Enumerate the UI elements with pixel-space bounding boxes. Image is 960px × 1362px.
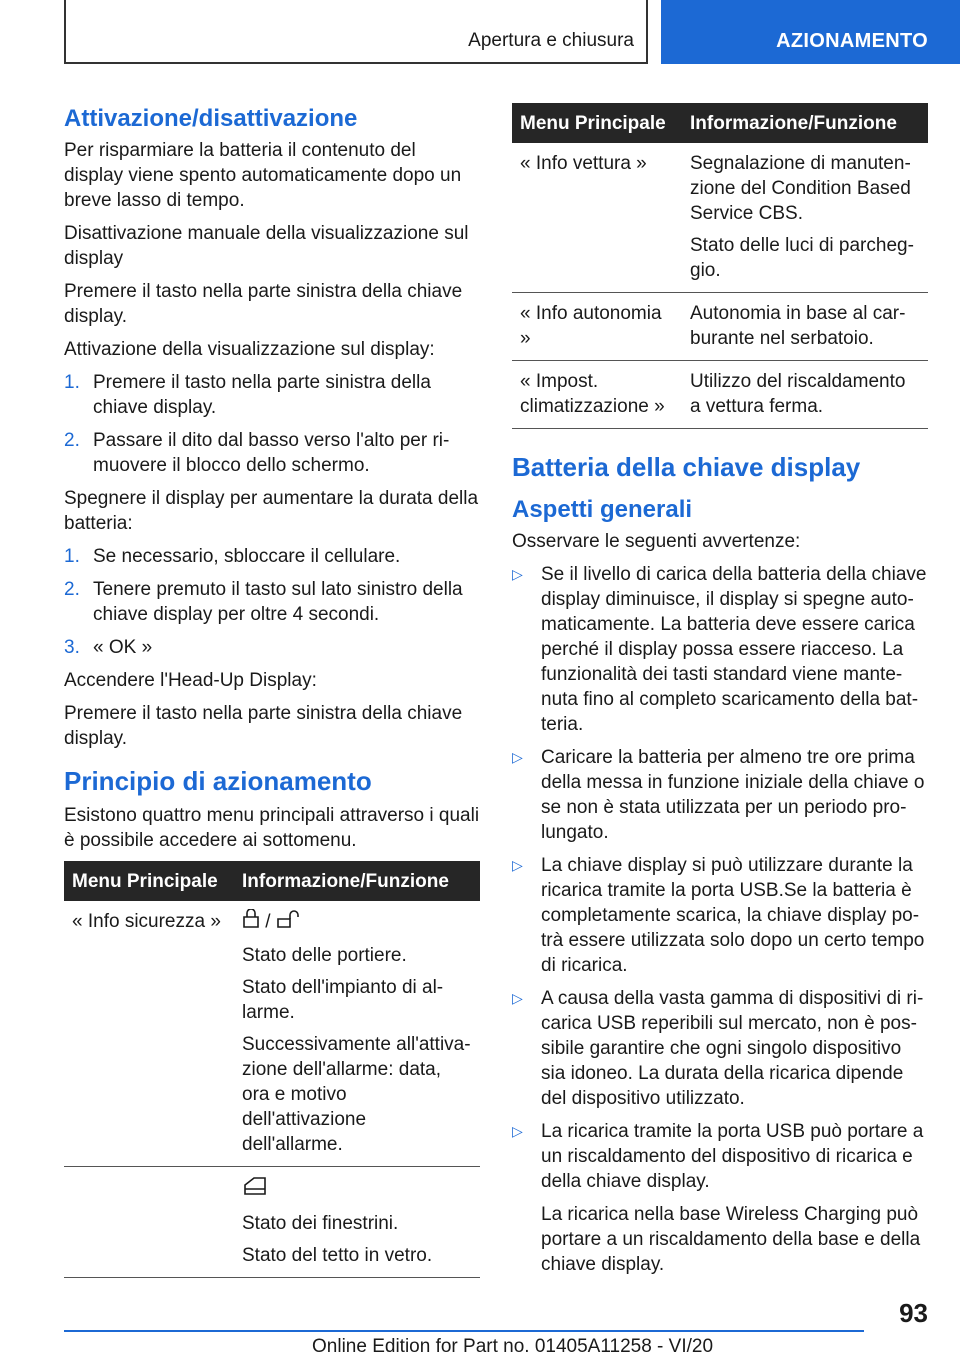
list-text: A causa della vasta gamma di dispositivi di ricarica USB reperibili sul mercato, non è possibile garantire che ogni singolo dispositivo sia idoneo. La durata della ricarica dipende del dispositivo utilizzato. bbox=[541, 988, 924, 1109]
table-cell-menu: « Info autonomia » bbox=[512, 293, 682, 361]
list-number: 2. bbox=[64, 579, 80, 600]
list-item bbox=[64, 577, 480, 627]
triangle-bullet-icon: ▷ bbox=[512, 749, 523, 765]
list-item bbox=[64, 370, 480, 420]
menu-table-left bbox=[64, 861, 480, 1278]
table-cell-menu: « Info sicurezza » bbox=[64, 901, 234, 1167]
paragraph: Spegnere il display per aumentare la durata della batteria: bbox=[64, 488, 479, 534]
heading-battery: Batteria della chiave display bbox=[512, 452, 861, 482]
function-line: Segnalazione di manutenzione del Condition Based Service CBS. bbox=[690, 153, 911, 224]
list-item bbox=[512, 1119, 928, 1194]
paragraph: Premere il tasto nella parte sinistra della chiave display. bbox=[64, 281, 463, 327]
function-line: Successivamente all'attivazione dell'allarme: data, ora e motivo dell'attivazione dell'allarme. bbox=[242, 1034, 471, 1155]
list-text: Premere il tasto nella parte sinistra della chiave display. bbox=[93, 372, 431, 418]
list-item bbox=[64, 428, 480, 478]
list-number: 2. bbox=[64, 430, 80, 451]
list-text: « OK » bbox=[93, 637, 153, 658]
list-number: 1. bbox=[64, 372, 80, 393]
list-number: 1. bbox=[64, 546, 80, 567]
list-sub-paragraph: La ricarica nella base Wireless Charging può portare a un riscaldamento della base e della chiave display. bbox=[541, 1204, 921, 1275]
paragraph: Premere il tasto nella parte sinistra della chiave display. bbox=[64, 703, 463, 749]
table-cell-function bbox=[682, 143, 928, 293]
list-item bbox=[64, 544, 480, 569]
list-text: Se necessario, sbloccare il cellulare. bbox=[93, 546, 401, 567]
icon-separator: / bbox=[265, 911, 271, 933]
triangle-bullet-icon: ▷ bbox=[512, 566, 523, 582]
list-item bbox=[512, 986, 928, 1111]
footer-divider bbox=[64, 1330, 864, 1332]
paragraph: Attivazione della visualizzazione sul display: bbox=[64, 339, 435, 360]
door-unlocked-icon bbox=[276, 909, 302, 936]
table-row bbox=[64, 901, 480, 1167]
list-text: Se il livello di carica della batteria della chiave display diminuisce, il display si spegne automaticamente. La batteria deve essere carica perché il display possa essere riacceso. La funzionalità dei tasti standard viene mantenuta fino al completo scaricamento della batteria. bbox=[541, 564, 927, 735]
page-number: 93 bbox=[899, 1298, 928, 1328]
table-cell-function bbox=[234, 1167, 480, 1278]
function-line: Autonomia in base al carburante nel serbatoio. bbox=[690, 303, 906, 349]
header-section-box bbox=[64, 0, 648, 64]
triangle-bullet-icon: ▷ bbox=[512, 857, 523, 873]
list-item bbox=[512, 853, 928, 978]
paragraph: Esistono quattro menu principali attraverso i quali è possibile accedere ai sottomenu. bbox=[64, 805, 480, 851]
bullet-list-battery bbox=[512, 562, 928, 1277]
door-locked-icon bbox=[242, 909, 260, 936]
paragraph: Osservare le seguenti avvertenze: bbox=[512, 531, 801, 552]
paragraph: Accendere l'Head-Up Display: bbox=[64, 670, 317, 691]
header-chapter-box bbox=[661, 0, 960, 64]
window-icon bbox=[242, 1175, 268, 1204]
paragraph: Disattivazione manuale della visualizzazione sul display bbox=[64, 223, 469, 269]
list-text: La ricarica tramite la porta USB può portare a un riscaldamento del dispositivo di ricarica e della chiave display. bbox=[541, 1121, 924, 1192]
table-cell-menu: « Impost. climatizzazione » bbox=[512, 361, 682, 429]
table-row bbox=[64, 1167, 480, 1278]
header-section-title: Apertura e chiusura bbox=[468, 30, 634, 51]
heading-principle: Principio di azionamento bbox=[64, 766, 372, 796]
list-text: Caricare la batteria per almeno tre ore prima della messa in funzione iniziale della chiave o se non è stata utilizzata per un periodo prolungato. bbox=[541, 747, 925, 843]
list-item bbox=[64, 635, 480, 660]
function-line: Stato dell'impianto di allarme. bbox=[242, 977, 444, 1023]
table-cell-function bbox=[682, 293, 928, 361]
list-number: 3. bbox=[64, 637, 80, 658]
table-cell-menu bbox=[64, 1167, 234, 1278]
list-text: Tenere premuto il tasto sul lato sinistro della chiave display per oltre 4 secondi. bbox=[93, 579, 463, 625]
function-line: Stato delle luci di parcheggio. bbox=[690, 235, 914, 281]
table-header-menu: Menu Principale bbox=[64, 861, 234, 901]
menu-table-right bbox=[512, 103, 928, 429]
footer-edition: Online Edition for Part no. 01405A11258 - VI/20 bbox=[312, 1336, 714, 1357]
right-column bbox=[512, 103, 928, 1285]
numbered-list-activation bbox=[64, 370, 480, 478]
table-row bbox=[512, 293, 928, 361]
list-item bbox=[512, 745, 928, 845]
table-header-function: Informazione/Funzione bbox=[682, 103, 928, 143]
list-text: La chiave display si può utilizzare durante la ricarica tramite la porta USB.Se la batteria è completamente scarica, la chiave display potrà essere utilizzata solo dopo un certo tempo di ricarica. bbox=[541, 855, 925, 976]
table-row bbox=[512, 361, 928, 429]
triangle-bullet-icon: ▷ bbox=[512, 1123, 523, 1139]
heading-activation: Attivazione/disattivazione bbox=[64, 105, 358, 132]
list-text: Passare il dito dal basso verso l'alto per rimuovere il blocco dello schermo. bbox=[93, 430, 450, 476]
table-cell-menu: « Info vettura » bbox=[512, 143, 682, 293]
paragraph: Per risparmiare la batteria il contenuto del display viene spento automaticamente dopo un breve lasso di tempo. bbox=[64, 140, 462, 211]
function-line: Stato delle portiere. bbox=[242, 945, 407, 966]
table-cell-function bbox=[234, 901, 480, 1167]
table-header-menu: Menu Principale bbox=[512, 103, 682, 143]
heading-general: Aspetti generali bbox=[512, 496, 693, 523]
header-chapter-title: AZIONAMENTO bbox=[776, 30, 928, 52]
left-column bbox=[64, 100, 480, 1278]
table-cell-function bbox=[682, 361, 928, 429]
function-line: Stato dei finestrini. bbox=[242, 1213, 399, 1234]
table-row bbox=[512, 143, 928, 293]
list-item bbox=[512, 562, 928, 737]
numbered-list-switch-off bbox=[64, 544, 480, 660]
table-header-function: Informazione/Funzione bbox=[234, 861, 480, 901]
triangle-bullet-icon: ▷ bbox=[512, 990, 523, 1006]
function-line: Stato del tetto in vetro. bbox=[242, 1245, 433, 1266]
function-line: Utilizzo del riscaldamento a vettura ferma. bbox=[690, 371, 906, 417]
